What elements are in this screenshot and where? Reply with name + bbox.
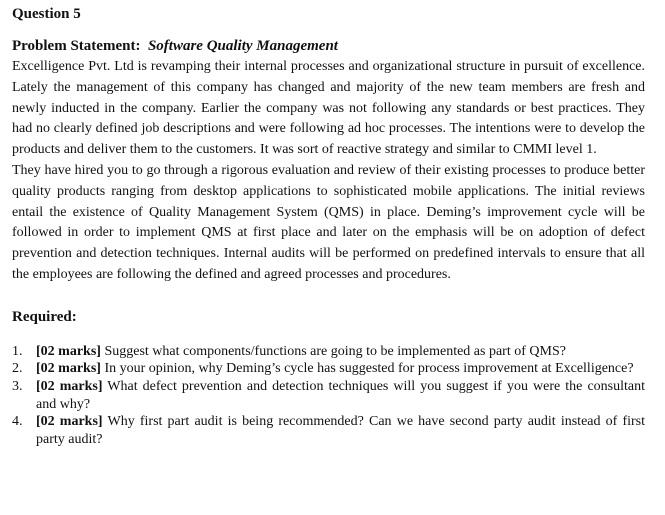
- question-marks: [02 marks]: [36, 378, 103, 394]
- paragraph-task: They have hired you to go through a rigorous evaluation and review of their existing processes to produce better quality products ranging from desktop applications to sophisticated mobile applications. The initial reviews entail the existence of Quality Management System (QMS) in place. Deming’s improvement cycle will be followed in order to implement QMS at first place and later on the emphasis will be on adoption of defect prevention and detection techniques. Internal audits will be performed on predefined intervals to ensure that all the employees are following the defined and agreed processes and procedures.: [12, 162, 645, 282]
- question-text: Suggest what components/functions are going to be implemented as part of QMS?: [100, 343, 566, 359]
- question-number: 1.: [12, 343, 23, 359]
- question-item: [12, 360, 645, 378]
- problem-statement-line: [12, 37, 645, 55]
- question-text: What defect prevention and detection techniques will you suggest if you were the consultant and why?: [36, 378, 646, 412]
- required-heading: Required:: [12, 308, 77, 325]
- question-number: 3.: [12, 378, 23, 394]
- problem-statement-title: Software Quality Management: [147, 38, 338, 54]
- question-text: In your opinion, why Deming’s cycle has suggested for process improvement at Excelligence?: [100, 361, 634, 377]
- question-list: [12, 343, 645, 449]
- question-number: 4.: [12, 414, 23, 430]
- paragraph-context: Excelligence Pvt. Ltd is revamping their internal processes and organizational structure in pursuit of excellence. Lately the management of this company has changed and majority of the new team members are fresh and newly inducted in the company. Earlier the company was not following any standards or best practices. They had no clearly defined job descriptions and were following ad hoc processes. The intentions were to develop the products and deliver them to the customers. It was sort of reactive strategy and similar to CMMI level 1.: [12, 59, 645, 158]
- problem-statement-label: Problem Statement:: [12, 38, 141, 54]
- question-text: Why first part audit is being recommended? Can we have second party audit instead of first party audit?: [36, 414, 646, 447]
- question-heading: Question 5: [12, 6, 81, 22]
- question-marks: [02 marks]: [36, 414, 103, 430]
- question-marks: [02 marks]: [36, 361, 101, 377]
- question-item: [12, 413, 645, 448]
- question-marks: [02 marks]: [36, 343, 101, 359]
- question-item: [12, 378, 645, 413]
- question-item: [12, 343, 645, 361]
- question-number: 2.: [12, 361, 23, 377]
